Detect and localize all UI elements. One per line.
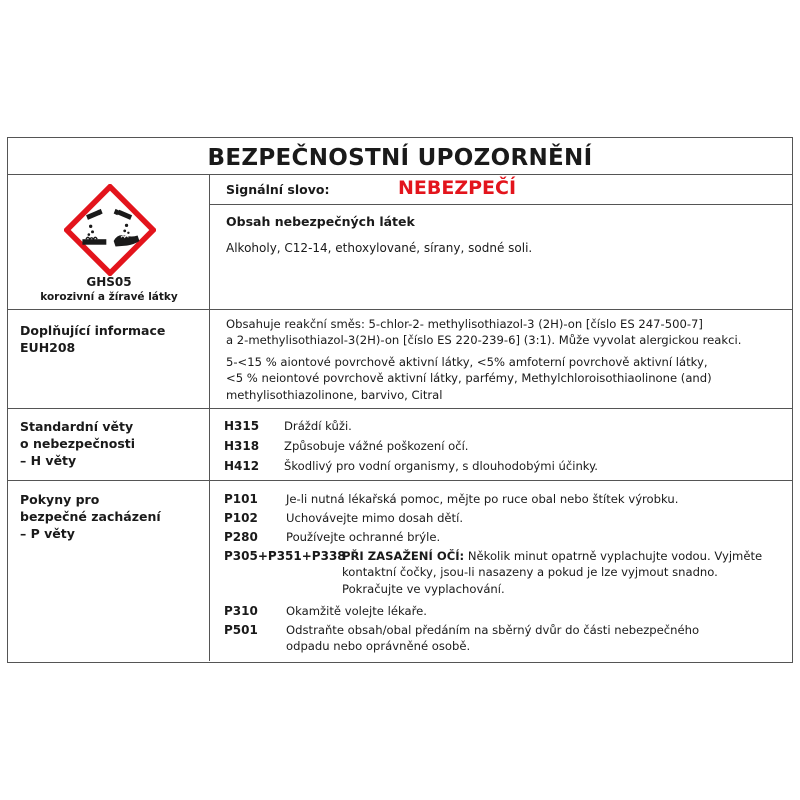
h-label-line: Standardní věty xyxy=(20,419,134,434)
p-code: P101 xyxy=(224,492,258,506)
p-statement xyxy=(224,529,782,546)
h-statements-cell xyxy=(210,409,792,480)
pictogram-description: korozivní a žíravé látky xyxy=(40,291,178,303)
p-statements-cell xyxy=(210,481,792,661)
safety-label-sheet xyxy=(7,137,793,663)
h-text: Škodlivý pro vodní organismy, s dlouhodobými účinky. xyxy=(284,459,598,473)
h-label-line: – H věty xyxy=(20,453,77,468)
p-code: P280 xyxy=(224,530,258,544)
supplementary-row xyxy=(8,310,792,409)
h-statement xyxy=(224,418,782,435)
supplementary-label-cell xyxy=(8,310,210,408)
pictogram-code: GHS05 xyxy=(86,275,132,289)
h-statement xyxy=(224,458,782,475)
supplementary-label xyxy=(20,322,165,356)
h-statement xyxy=(224,438,782,455)
supplementary-label-line: Doplňující informace xyxy=(20,323,166,338)
p-text: Uchovávejte mimo dosah dětí. xyxy=(286,511,464,525)
h-code: H318 xyxy=(224,439,260,453)
h-code: H412 xyxy=(224,459,260,473)
text-line: a 2-methylisothiazol-3(2H)-on [číslo ES 220-239-6] (3:1). Může vyvolat alergickou reakci. xyxy=(226,333,742,348)
hazardous-substances-text: Alkoholy, C12-14, ethoxylované, sírany, sodné soli. xyxy=(226,241,533,255)
p-statement xyxy=(224,622,782,658)
text-line: Odstraňte obsah/obal předáním na sběrný dvůr do části nebezpečného xyxy=(286,623,700,637)
hazard-info-cell xyxy=(210,175,792,309)
signal-word-label: Signální slovo: xyxy=(226,182,330,197)
text-line: kontaktní čočky, jsou-li nasazeny a pokud je lze vyjmout snadno. xyxy=(342,565,718,580)
p-text: Je-li nutná lékařská pomoc, mějte po ruce obal nebo štítek výrobku. xyxy=(286,492,679,506)
supplementary-text-cell xyxy=(210,310,792,408)
supplementary-paragraph xyxy=(226,316,778,349)
p-code: P310 xyxy=(224,604,258,618)
p-statement xyxy=(224,603,782,620)
h-code: H315 xyxy=(224,419,260,433)
supplementary-label-line: EUH208 xyxy=(20,340,76,355)
p-statements-label-cell xyxy=(8,481,210,661)
p-code: P501 xyxy=(224,623,258,637)
p-text: Používejte ochranné brýle. xyxy=(286,530,441,544)
p-statements-label xyxy=(20,491,161,542)
h-statements-label xyxy=(20,418,135,469)
hazard-row xyxy=(8,175,792,310)
h-statements-row xyxy=(8,409,792,481)
text-line xyxy=(342,548,762,564)
h-text: Způsobuje vážné poškození očí. xyxy=(284,439,469,453)
pictogram-cell xyxy=(8,175,210,309)
p-code: P102 xyxy=(224,511,258,525)
p-text xyxy=(342,548,762,597)
text-line: <5 % neiontové povrchově aktivní látky, parfémy, Methylchloroisothiaolinone (and) xyxy=(226,371,712,386)
p-text: Okamžitě volejte lékaře. xyxy=(286,604,427,618)
p-statements-row xyxy=(8,481,792,661)
text-line: Obsahuje reakční směs: 5-chlor-2- methylisothiazol-3 (2H)-on [číslo ES 247-500-7] xyxy=(226,317,703,331)
signal-word-row xyxy=(210,175,792,205)
p-text xyxy=(286,622,699,655)
p-label-line: – P věty xyxy=(20,526,75,541)
p-statement xyxy=(224,510,782,527)
p-code: P305+P351+P338 xyxy=(224,549,346,563)
supplementary-paragraph xyxy=(226,354,778,403)
ghs05-corrosion-icon xyxy=(64,184,156,276)
p-statement xyxy=(224,548,782,600)
hazardous-substances-title: Obsah nebezpečných látek xyxy=(226,214,415,229)
text-line: methylisothiazolinone, barvivo, Citral xyxy=(226,387,443,402)
h-statements-label-cell xyxy=(8,409,210,480)
signal-word: NEBEZPEČÍ xyxy=(398,177,517,199)
h-text: Dráždí kůži. xyxy=(284,419,352,433)
p-statement xyxy=(224,491,782,508)
p-text-part: Několik minut opatrně vyplachujte vodou. Vyjměte xyxy=(464,549,763,563)
p-label-line: Pokyny pro xyxy=(20,492,100,507)
p-text-bold: PŘI ZASAŽENÍ OČÍ: xyxy=(342,549,465,563)
p-label-line: bezpečné zacházení xyxy=(20,509,161,524)
text-line: odpadu nebo oprávněné osobě. xyxy=(286,639,471,654)
text-line: Pokračujte ve vyplachování. xyxy=(342,581,505,596)
h-label-line: o nebezpečnosti xyxy=(20,436,136,451)
label-title: BEZPEČNOSTNÍ UPOZORNĚNÍ xyxy=(8,138,792,175)
text-line: 5-<15 % aiontové povrchově aktivní látky, <5% amfoterní povrchově aktivní látky, xyxy=(226,355,708,369)
